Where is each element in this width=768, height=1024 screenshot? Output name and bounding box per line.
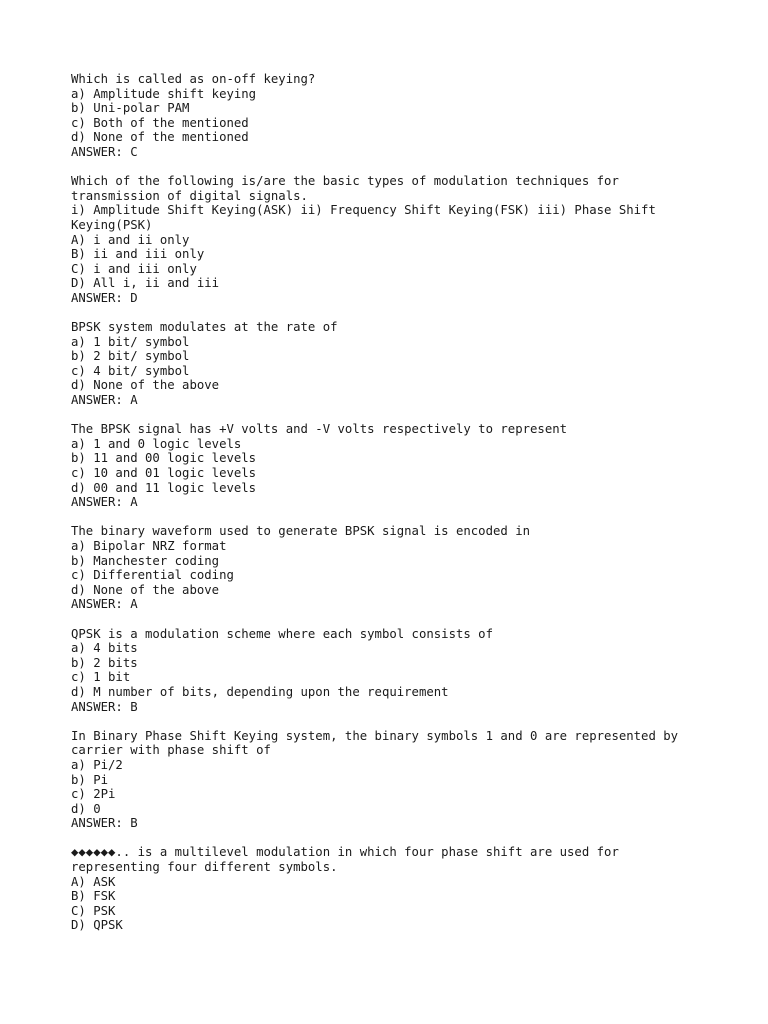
answer-line: ANSWER: A [71, 495, 138, 510]
option-line: representing four different symbols. [71, 860, 338, 875]
question-text: QPSK is a modulation scheme where each symbol consists of [71, 626, 493, 641]
question-text: ◆◆◆◆◆◆.. is a multilevel modulation in which four phase shift are used for [71, 845, 619, 860]
answer-line: ANSWER: B [71, 699, 138, 714]
question-text: Which is called as on-off keying? [71, 72, 316, 86]
option-line: D) QPSK [71, 918, 123, 933]
option-line: carrier with phase shift of [71, 743, 271, 758]
option-line: a) Pi/2 [71, 757, 123, 772]
option-line: b) Uni-polar PAM [71, 101, 190, 116]
option-line: transmission of digital signals. [71, 188, 308, 203]
option-line: d) None of the above [71, 378, 220, 393]
option-line: a) 1 bit/ symbol [71, 334, 190, 349]
question-block [71, 320, 761, 408]
option-line: c) 4 bit/ symbol [71, 363, 190, 378]
question-text: The BPSK signal has +V volts and -V volts respectively to represent [71, 422, 568, 437]
question-block [71, 729, 761, 831]
question-block [71, 524, 761, 612]
question-text: In Binary Phase Shift Keying system, the binary symbols 1 and 0 are represented by [71, 728, 679, 743]
quiz-document [71, 72, 761, 948]
option-line: d) None of the mentioned [71, 130, 249, 145]
question-block [71, 627, 761, 715]
option-line: c) 2Pi [71, 787, 116, 802]
answer-line: ANSWER: B [71, 816, 138, 831]
option-line: c) 1 bit [71, 670, 131, 685]
option-line: Keying(PSK) [71, 217, 153, 232]
option-line: d) None of the above [71, 582, 220, 597]
option-line: B) FSK [71, 889, 116, 904]
question-text: BPSK system modulates at the rate of [71, 320, 338, 335]
question-block [71, 174, 761, 305]
answer-line: ANSWER: D [71, 290, 138, 305]
option-line: d) 00 and 11 logic levels [71, 480, 257, 495]
option-line: c) 10 and 01 logic levels [71, 466, 257, 481]
option-line: C) i and iii only [71, 261, 197, 276]
option-line: d) 0 [71, 801, 101, 816]
option-line: A) i and ii only [71, 232, 190, 247]
answer-line: ANSWER: C [71, 144, 138, 159]
question-text: The binary waveform used to generate BPSK signal is encoded in [71, 524, 531, 539]
option-line: D) All i, ii and iii [71, 276, 220, 291]
option-line: A) ASK [71, 874, 116, 889]
option-line: b) 2 bit/ symbol [71, 349, 190, 364]
option-line: b) Pi [71, 772, 109, 787]
question-block [71, 422, 761, 510]
option-line: b) 11 and 00 logic levels [71, 451, 257, 466]
answer-line: ANSWER: A [71, 393, 138, 408]
option-line: b) Manchester coding [71, 553, 220, 568]
question-text: Which of the following is/are the basic types of modulation techniques for [71, 174, 619, 189]
option-line: C) PSK [71, 903, 116, 918]
question-block [71, 72, 761, 160]
option-line: a) 4 bits [71, 641, 138, 656]
option-line: a) Bipolar NRZ format [71, 539, 227, 553]
option-line: a) Amplitude shift keying [71, 86, 257, 101]
question-block [71, 845, 761, 933]
option-line: B) ii and iii only [71, 247, 205, 262]
answer-line: ANSWER: A [71, 597, 138, 612]
option-line: c) Both of the mentioned [71, 115, 249, 130]
option-line: d) M number of bits, depending upon the requirement [71, 684, 449, 699]
option-line: c) Differential coding [71, 568, 234, 583]
option-line: a) 1 and 0 logic levels [71, 436, 242, 451]
option-line: i) Amplitude Shift Keying(ASK) ii) Frequency Shift Keying(FSK) iii) Phase Shift [71, 203, 656, 218]
option-line: b) 2 bits [71, 655, 138, 670]
